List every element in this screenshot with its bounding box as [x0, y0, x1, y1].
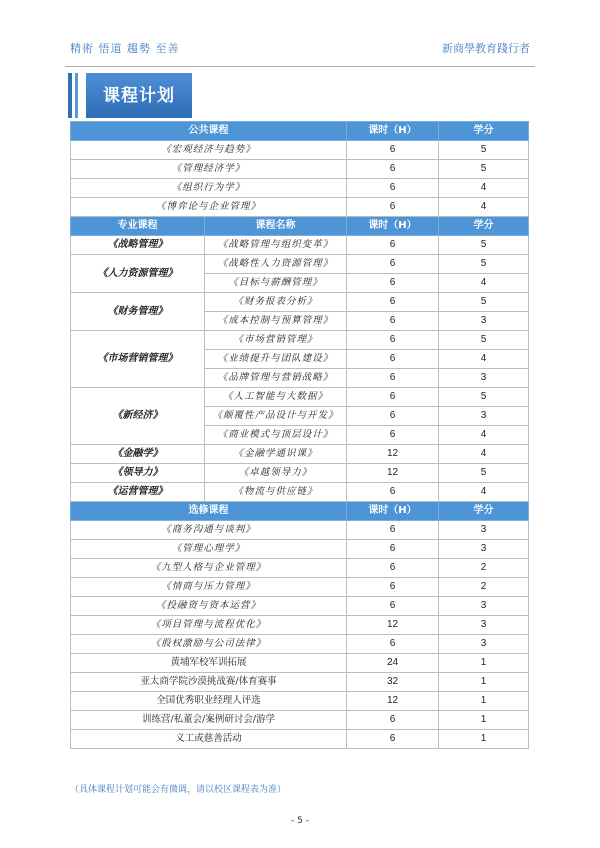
credits-header: 学分	[439, 502, 529, 521]
course-credits: 3	[439, 540, 529, 559]
category-header: 专业课程	[71, 217, 205, 236]
course-hours: 6	[347, 521, 439, 540]
course-credits: 2	[439, 578, 529, 597]
course-hours: 6	[347, 293, 439, 312]
title-accent-bar	[68, 73, 72, 118]
course-name: 《商务沟通与谈判》	[71, 521, 347, 540]
elective-course-row	[71, 673, 529, 692]
public-course-row	[71, 160, 529, 179]
elective-course-row	[71, 692, 529, 711]
elective-course-row	[71, 578, 529, 597]
professional-course-row	[71, 464, 529, 483]
professional-header-row	[71, 217, 529, 236]
professional-course-row	[71, 388, 529, 407]
course-hours: 6	[347, 369, 439, 388]
course-credits: 3	[439, 521, 529, 540]
course-name: 《战略管理与组织变革》	[205, 236, 347, 255]
professional-course-row	[71, 445, 529, 464]
course-credits: 3	[439, 369, 529, 388]
course-category: 《领导力》	[71, 464, 205, 483]
course-hours: 6	[347, 426, 439, 445]
course-category: 《人力资源管理》	[71, 255, 205, 293]
course-credits: 4	[439, 179, 529, 198]
course-name: 《九型人格与企业管理》	[71, 559, 347, 578]
course-hours: 6	[347, 407, 439, 426]
course-hours: 6	[347, 597, 439, 616]
course-hours: 6	[347, 141, 439, 160]
elective-course-row	[71, 521, 529, 540]
hours-header: 课时（H）	[347, 502, 439, 521]
course-hours: 6	[347, 160, 439, 179]
course-hours: 6	[347, 179, 439, 198]
course-hours: 12	[347, 464, 439, 483]
course-name: 亚太商学院沙漠挑战赛/体育赛事	[71, 673, 347, 692]
course-hours: 6	[347, 388, 439, 407]
course-hours: 12	[347, 692, 439, 711]
course-credits: 4	[439, 483, 529, 502]
course-hours: 12	[347, 445, 439, 464]
header-divider	[65, 66, 535, 67]
public-course-row	[71, 198, 529, 217]
course-credits: 1	[439, 692, 529, 711]
course-name: 《投融资与资本运营》	[71, 597, 347, 616]
course-table	[70, 121, 529, 749]
public-course-row	[71, 141, 529, 160]
course-hours: 6	[347, 559, 439, 578]
hours-header: 课时（H）	[347, 217, 439, 236]
elective-course-row	[71, 711, 529, 730]
elective-course-row	[71, 597, 529, 616]
course-credits: 3	[439, 597, 529, 616]
header-brand: 新商學教育踐行者	[442, 42, 530, 55]
header-slogan: 精術 悟道 趨勢 至善	[70, 42, 180, 55]
course-name: 《金融学通识课》	[205, 445, 347, 464]
course-name: 《股权激励与公司法律》	[71, 635, 347, 654]
hours-header: 课时（H）	[347, 122, 439, 141]
elective-header-row	[71, 502, 529, 521]
course-hours: 6	[347, 236, 439, 255]
course-hours: 6	[347, 711, 439, 730]
professional-course-row	[71, 236, 529, 255]
course-credits: 1	[439, 654, 529, 673]
course-credits: 4	[439, 445, 529, 464]
course-name: 《管理心理学》	[71, 540, 347, 559]
page-number: - 5 -	[291, 816, 309, 826]
course-credits: 5	[439, 141, 529, 160]
course-credits: 5	[439, 293, 529, 312]
section-title: 课程计划	[103, 86, 175, 106]
professional-course-row	[71, 293, 529, 312]
course-name: 《品牌管理与营销战略》	[205, 369, 347, 388]
course-name: 全国优秀职业经理人评选	[71, 692, 347, 711]
public-header-row	[71, 122, 529, 141]
course-hours: 6	[347, 198, 439, 217]
title-accent-bar-2	[75, 73, 78, 118]
credits-header: 学分	[439, 122, 529, 141]
course-category: 《市场营销管理》	[71, 331, 205, 388]
elective-course-row	[71, 559, 529, 578]
elective-course-row	[71, 654, 529, 673]
course-category: 《运营管理》	[71, 483, 205, 502]
course-hours: 12	[347, 616, 439, 635]
course-name: 《战略性人力资源管理》	[205, 255, 347, 274]
course-name: 黄埔军校军训拓展	[71, 654, 347, 673]
professional-course-row	[71, 331, 529, 350]
course-credits: 3	[439, 635, 529, 654]
professional-course-row	[71, 483, 529, 502]
course-hours: 6	[347, 255, 439, 274]
course-hours: 6	[347, 635, 439, 654]
course-hours: 6	[347, 540, 439, 559]
course-credits: 5	[439, 160, 529, 179]
course-credits: 1	[439, 711, 529, 730]
course-credits: 3	[439, 407, 529, 426]
course-credits: 1	[439, 730, 529, 749]
course-name: 《财务报表分析》	[205, 293, 347, 312]
footnote: （具体课程计划可能会有微调，请以校区课程表为准）	[70, 785, 287, 795]
course-hours: 6	[347, 331, 439, 350]
course-credits: 3	[439, 616, 529, 635]
elective-course-row	[71, 635, 529, 654]
public-course-row	[71, 179, 529, 198]
professional-course-row	[71, 255, 529, 274]
course-name: 《管理经济学》	[71, 160, 347, 179]
course-name: 《颠覆性产品设计与开发》	[205, 407, 347, 426]
course-category: 《金融学》	[71, 445, 205, 464]
public-header-label: 公共课程	[71, 122, 347, 141]
course-name: 《成本控制与预算管理》	[205, 312, 347, 331]
course-credits: 3	[439, 312, 529, 331]
elective-header-label: 选修课程	[71, 502, 347, 521]
course-hours: 6	[347, 274, 439, 293]
course-name: 《卓越领导力》	[205, 464, 347, 483]
course-hours: 6	[347, 350, 439, 369]
section-title-box	[86, 73, 192, 118]
course-hours: 32	[347, 673, 439, 692]
course-category: 《财务管理》	[71, 293, 205, 331]
course-name: 义工或慈善活动	[71, 730, 347, 749]
course-credits: 5	[439, 255, 529, 274]
course-hours: 6	[347, 483, 439, 502]
course-name: 《业绩提升与团队建设》	[205, 350, 347, 369]
course-credits: 4	[439, 274, 529, 293]
course-credits: 4	[439, 426, 529, 445]
course-name: 《目标与薪酬管理》	[205, 274, 347, 293]
course-credits: 5	[439, 236, 529, 255]
course-name: 《博弈论与企业管理》	[71, 198, 347, 217]
course-name: 《组织行为学》	[71, 179, 347, 198]
course-hours: 24	[347, 654, 439, 673]
course-hours: 6	[347, 730, 439, 749]
course-category: 《新经济》	[71, 388, 205, 445]
course-name: 《人工智能与大数据》	[205, 388, 347, 407]
course-name: 《情商与压力管理》	[71, 578, 347, 597]
course-name: 《物流与供应链》	[205, 483, 347, 502]
credits-header: 学分	[439, 217, 529, 236]
course-name-header: 课程名称	[205, 217, 347, 236]
course-name: 《项目管理与流程优化》	[71, 616, 347, 635]
elective-course-row	[71, 616, 529, 635]
course-credits: 1	[439, 673, 529, 692]
course-name: 《市场营销管理》	[205, 331, 347, 350]
course-credits: 2	[439, 559, 529, 578]
course-credits: 4	[439, 350, 529, 369]
course-credits: 5	[439, 331, 529, 350]
elective-course-row	[71, 540, 529, 559]
course-name: 《商业模式与顶层设计》	[205, 426, 347, 445]
course-credits: 5	[439, 464, 529, 483]
course-name: 训练营/私董会/案例研讨会/游学	[71, 711, 347, 730]
course-hours: 6	[347, 578, 439, 597]
course-hours: 6	[347, 312, 439, 331]
course-credits: 4	[439, 198, 529, 217]
elective-course-row	[71, 730, 529, 749]
course-category: 《战略管理》	[71, 236, 205, 255]
course-name: 《宏观经济与趋势》	[71, 141, 347, 160]
course-credits: 5	[439, 388, 529, 407]
